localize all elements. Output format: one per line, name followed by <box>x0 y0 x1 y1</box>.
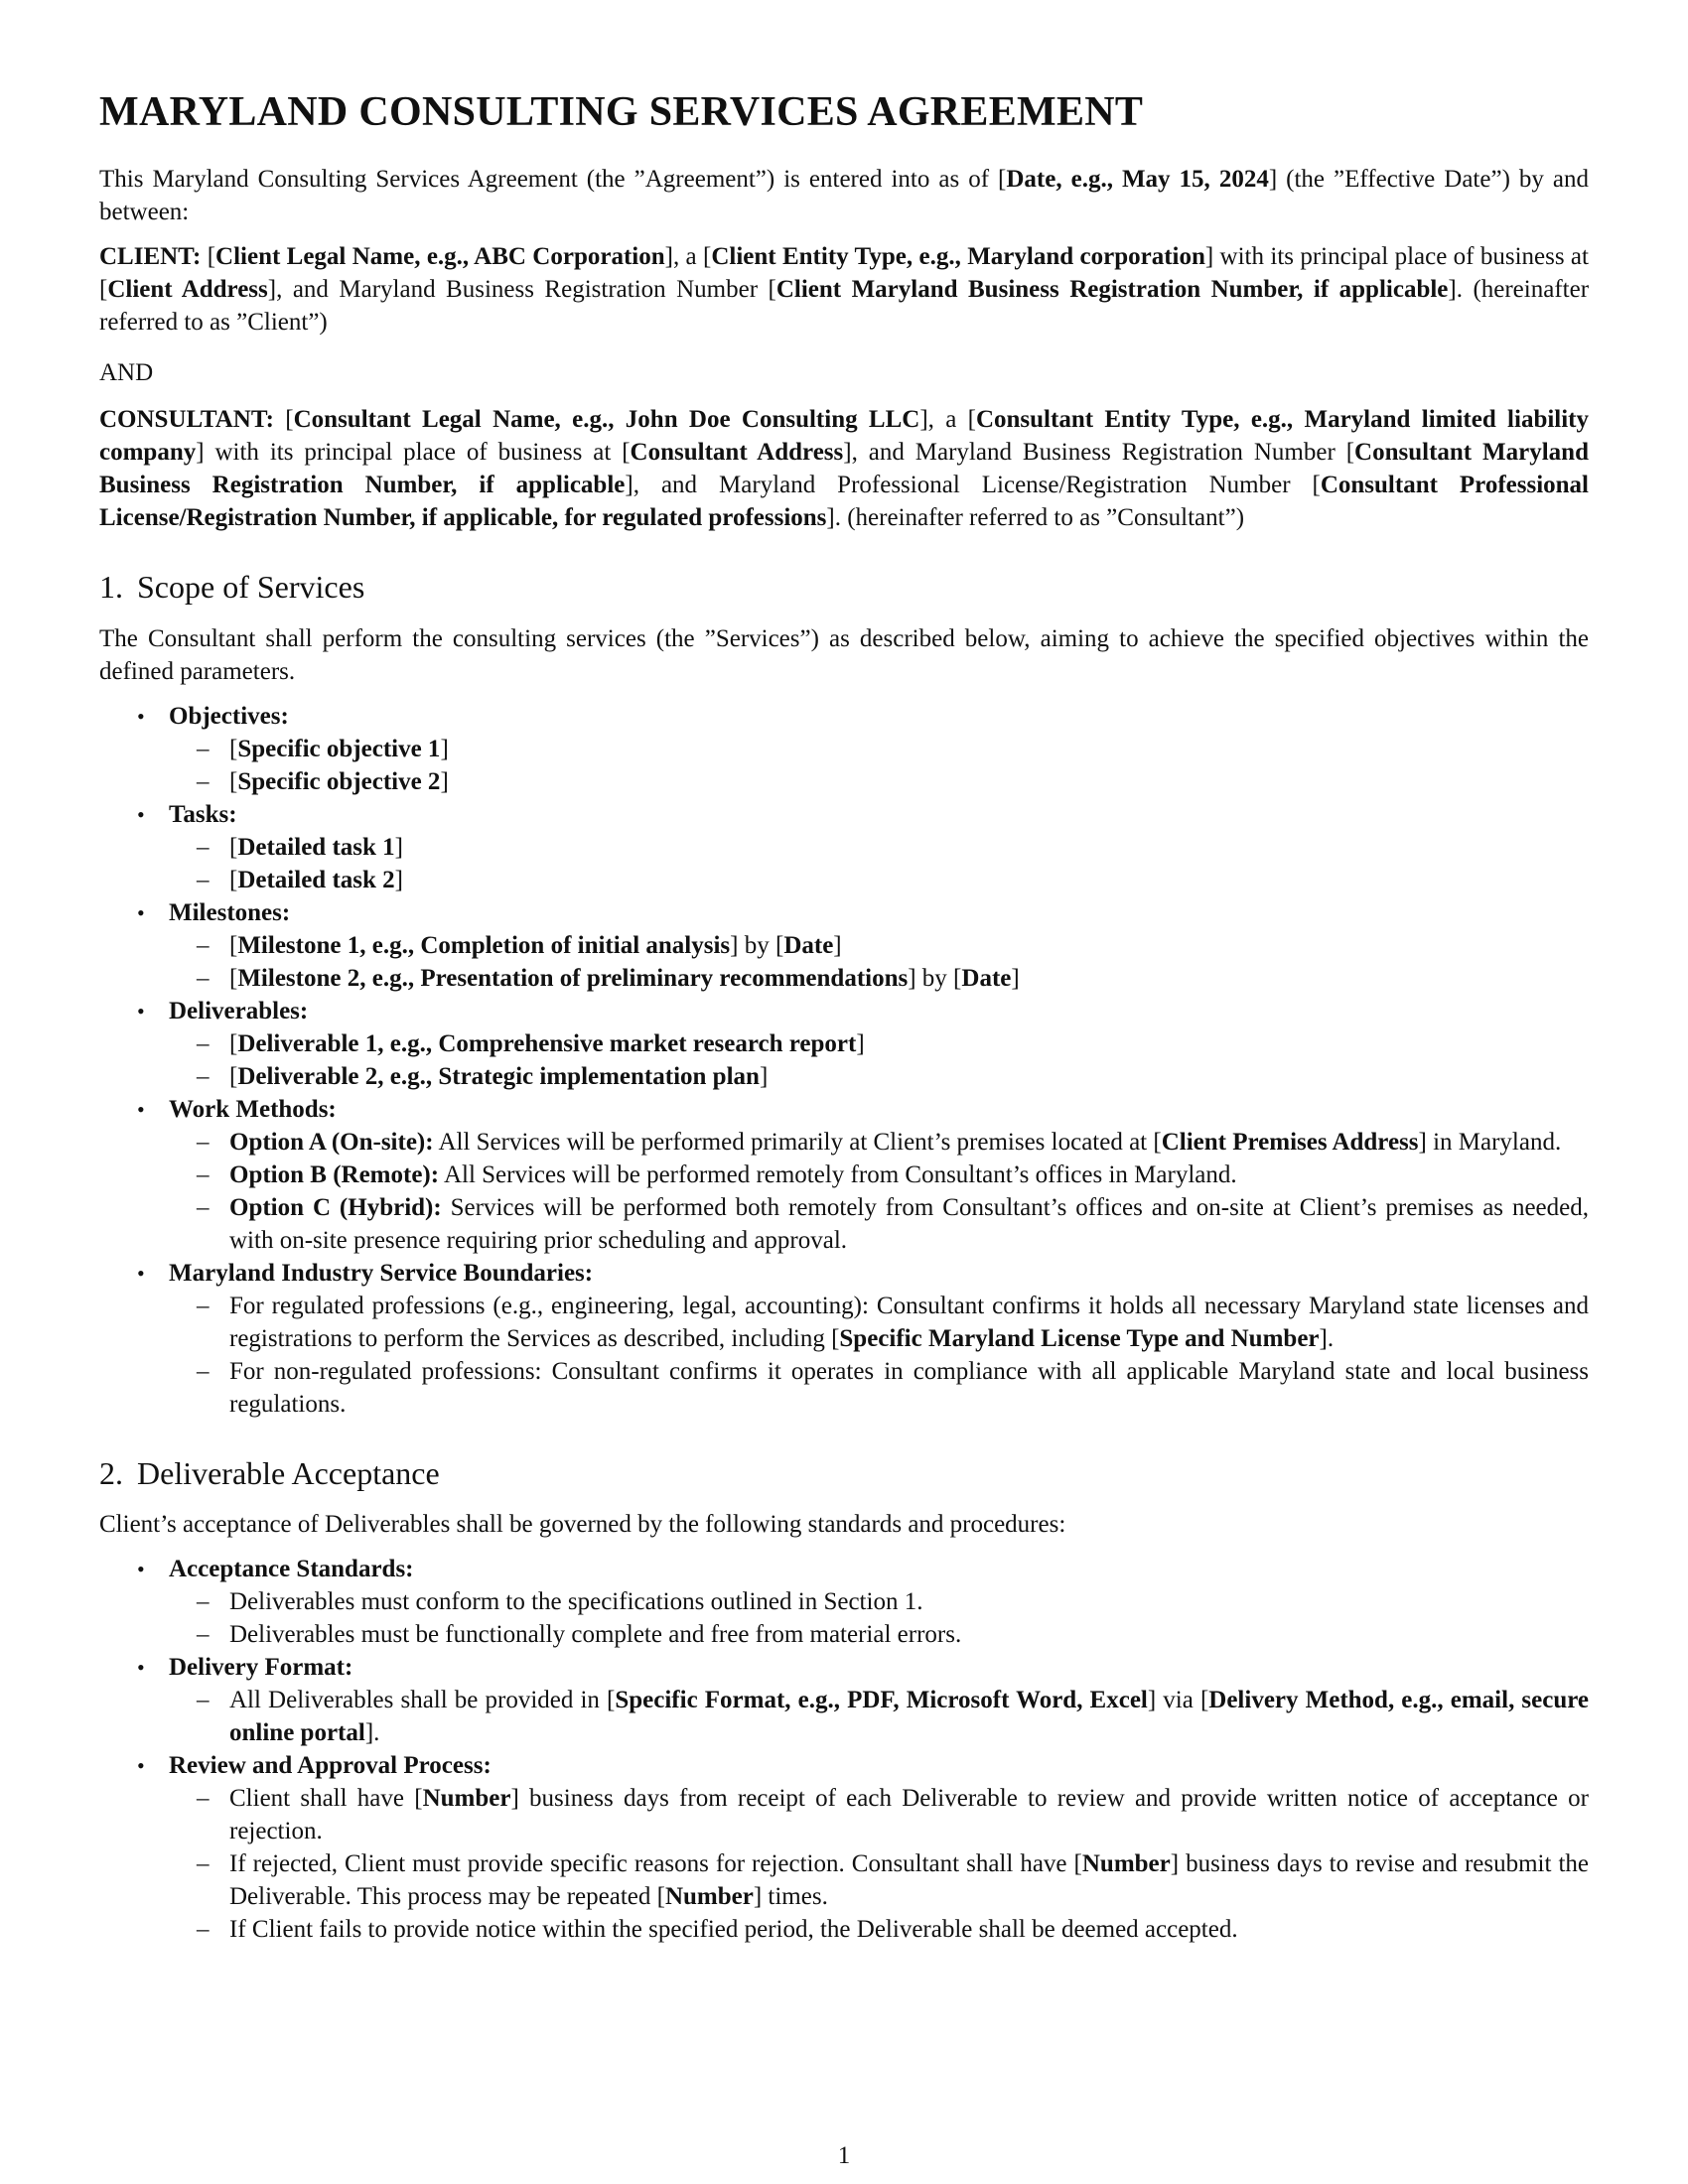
page-number: 1 <box>837 2142 851 2169</box>
list-item: – [Specific objective 2] <box>169 765 1589 798</box>
client-party-paragraph: CLIENT: [Client Legal Name, e.g., ABC Corporation], a [Client Entity Type, e.g., Maryland corporation] with its principal place of business at [Client Address], and Maryland Business Registration Number [Client Maryland Business Registration Number, if applicable]. (hereinafter referred to as ”Client”) <box>99 243 1590 337</box>
agreement-intro: This Maryland Consulting Services Agreement (the ”Agreement”) is entered into as of [Date, e.g., May 15, 2024] (the ”Effective Date”) by and between: <box>99 166 1590 226</box>
list-item: – Client shall have [Number] business days from receipt of each Deliverable to review and provide written notice of acceptance or rejection. <box>169 1782 1589 1847</box>
consultant-entity-placeholder: Consultant Entity Type, e.g., Maryland limited liability company <box>99 406 1590 467</box>
list-item: – Option B (Remote): All Services will be performed remotely from Consultant’s offices in Maryland. <box>169 1159 1589 1191</box>
section-1-intro: The Consultant shall perform the consulting services (the ”Services”) as described below, aiming to achieve the specified objectives within the defined parameters. <box>99 624 1589 685</box>
acceptance-list <box>99 1553 1589 1946</box>
list-item: – All Deliverables shall be provided in [Specific Format, e.g., PDF, Microsoft Word, Excel] via [Delivery Method, e.g., email, secure online portal]. <box>169 1684 1589 1749</box>
list-item: – [Milestone 1, e.g., Completion of initial analysis] by [Date] <box>169 929 1589 962</box>
list-item: • Acceptance Standards: – Deliverables must conform to the specifications outlined in Section 1. – Deliverables must be functionally complete and free from material errors. <box>99 1553 1589 1651</box>
list-item: • Maryland Industry Service Boundaries: – For regulated professions (e.g., engineering, legal, accounting): Consultant confirms it holds all necessary Maryland state licenses and registrations to perform the Services as described, including [Specific Maryland License Type and Number]. – For non-regulated professions: Consultant confirms it operates in compliance with all applicable Maryland state and local business regulations. <box>99 1257 1589 1421</box>
list-item: – [Detailed task 2] <box>169 864 1589 896</box>
scope-list <box>99 700 1589 1421</box>
list-item: – Deliverables must conform to the specifications outlined in Section 1. <box>169 1585 1589 1618</box>
consultant-label: CONSULTANT: <box>99 406 274 434</box>
document-title: MARYLAND CONSULTING SERVICES AGREEMENT <box>99 89 1144 135</box>
client-entity-placeholder: Client Entity Type, e.g., Maryland corporation <box>711 243 1205 271</box>
list-item: – [Detailed task 1] <box>169 831 1589 864</box>
client-registration-placeholder: Client Maryland Business Registration Number, if applicable <box>775 276 1449 304</box>
consultant-registration-placeholder: Consultant Maryland Business Registration Number, if applicable <box>99 439 1589 499</box>
list-item: – If rejected, Client must provide specific reasons for rejection. Consultant shall have [Number] business days to revise and resubmit the Deliverable. This process may be repeated [Number] times. <box>169 1847 1589 1913</box>
section-2-heading: 2. Deliverable Acceptance <box>99 1454 440 1491</box>
client-address-placeholder: Client Address <box>107 276 268 304</box>
client-label: CLIENT: <box>99 243 202 271</box>
list-item: • Milestones: – [Milestone 1, e.g., Completion of initial analysis] by [Date] – [Milestone 2, e.g., Presentation of preliminary recommendations] by [Date] <box>99 896 1589 995</box>
list-item: – [Deliverable 2, e.g., Strategic implementation plan] <box>169 1060 1589 1093</box>
list-item: – Option A (On-site): All Services will be performed primarily at Client’s premises located at [Client Premises Address] in Maryland. <box>169 1126 1589 1159</box>
list-item: – [Milestone 2, e.g., Presentation of preliminary recommendations] by [Date] <box>169 962 1589 995</box>
list-item: • Delivery Format: – All Deliverables shall be provided in [Specific Format, e.g., PDF, Microsoft Word, Excel] via [Delivery Method, e.g., email, secure online portal]. <box>99 1651 1589 1749</box>
consultant-license-placeholder: Consultant Professional License/Registration Number, if applicable, for regulated professions <box>99 472 1590 532</box>
client-name-placeholder: Client Legal Name, e.g., ABC Corporation <box>215 243 665 271</box>
list-item: • Tasks: – [Detailed task 1] – [Detailed task 2] <box>99 798 1589 896</box>
section-2-intro: Client’s acceptance of Deliverables shall be governed by the following standards and procedures: <box>99 1511 1066 1539</box>
list-item: – If Client fails to provide notice within the specified period, the Deliverable shall be deemed accepted. <box>169 1913 1589 1946</box>
list-item: • Objectives: – [Specific objective 1] – [Specific objective 2] <box>99 700 1589 798</box>
list-item: – [Deliverable 1, e.g., Comprehensive market research report] <box>169 1027 1589 1060</box>
document-page <box>99 87 1589 1946</box>
list-item: • Deliverables: – [Deliverable 1, e.g., Comprehensive market research report] – [Deliverable 2, e.g., Strategic implementation plan] <box>99 995 1589 1093</box>
list-item: – For regulated professions (e.g., engineering, legal, accounting): Consultant confirms it holds all necessary Maryland state licenses and registrations to perform the Services as described, including [Specific Maryland License Type and Number]. <box>169 1290 1589 1355</box>
list-item: • Review and Approval Process: – Client shall have [Number] business days from receipt of each Deliverable to review and provide written notice of acceptance or rejection. – If rejected, Client must provide specific reasons for rejection. Consultant shall have [Number] business days to revise and resubmit the Deliverable. This process may be repeated [Number] times. – If Client fails to provide notice within the specified period, the Deliverable shall be deemed accepted. <box>99 1749 1589 1946</box>
list-item: – Deliverables must be functionally complete and free from material errors. <box>169 1618 1589 1651</box>
list-item: – For non-regulated professions: Consultant confirms it operates in compliance with all applicable Maryland state and local business regulations. <box>169 1355 1589 1421</box>
consultant-party-paragraph: CONSULTANT: [Consultant Legal Name, e.g., John Doe Consulting LLC], a [Consultant Entity Type, e.g., Maryland limited liability company] with its principal place of business at [Consultant Address], and Maryland Business Registration Number [Consultant Maryland Business Registration Number, if applicable], and Maryland Professional License/Registration Number [Consultant Professional License/Registration Number, if applicable, for regulated professions]. (hereinafter referred to as ”Consultant”) <box>99 406 1590 532</box>
list-item: • Work Methods: – Option A (On-site): All Services will be performed primarily at Client’s premises located at [Client Premises Address] in Maryland. – Option B (Remote): All Services will be performed remotely from Consultant’s offices in Maryland. – Option C (Hybrid): Services will be performed both remotely from Consultant’s offices and on-site at Client’s premises as needed, with on-site presence requiring prior scheduling and approval. <box>99 1093 1589 1257</box>
consultant-address-placeholder: Consultant Address <box>630 439 844 467</box>
consultant-name-placeholder: Consultant Legal Name, e.g., John Doe Consulting LLC <box>293 406 920 434</box>
and-separator: AND <box>99 359 154 387</box>
list-item: – Option C (Hybrid): Services will be performed both remotely from Consultant’s offices and on-site at Client’s premises as needed, with on-site presence requiring prior scheduling and approval. <box>169 1191 1589 1257</box>
effective-date-placeholder: Date, e.g., May 15, 2024 <box>1006 166 1269 194</box>
section-1-heading: 1. Scope of Services <box>99 569 365 606</box>
list-item: – [Specific objective 1] <box>169 733 1589 765</box>
